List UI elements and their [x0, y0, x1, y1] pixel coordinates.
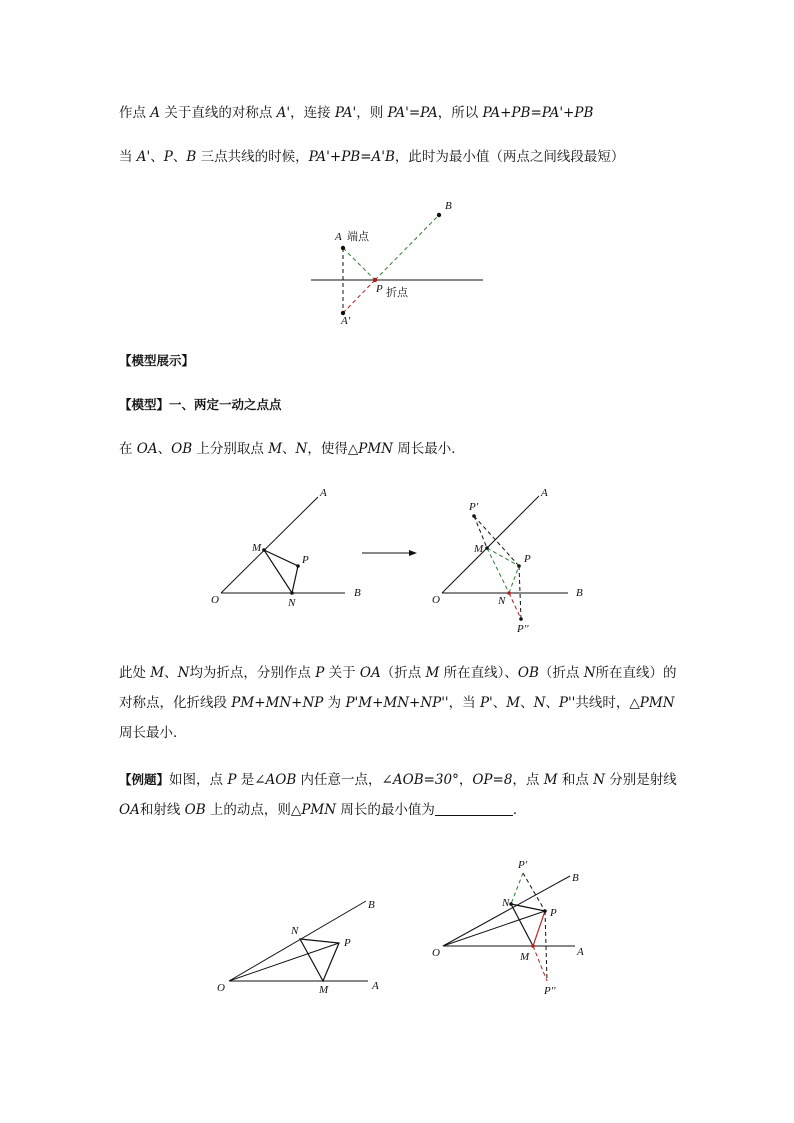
text: （折点: [538, 665, 584, 681]
var: PMN: [301, 802, 337, 818]
text: 所在直线）、: [439, 665, 518, 681]
text: 周长最小．: [392, 441, 465, 457]
figure-model-right: [432, 487, 583, 635]
figure-reflection: [311, 200, 483, 327]
text: 共线时，△: [575, 695, 640, 711]
text: 和点: [557, 772, 594, 788]
fig3r-dash-mp2: [533, 946, 547, 981]
equation: OP=8: [472, 772, 513, 788]
text: ．: [512, 802, 527, 818]
text: 周长的最小值为: [336, 802, 435, 818]
fig3l-label-a: A: [372, 980, 379, 992]
fig3l-label-m: M: [319, 984, 329, 996]
var: A': [136, 149, 151, 165]
fig1-label-a-prime: A': [341, 315, 351, 327]
fig2l-label-n: N: [288, 597, 296, 609]
heading-model-one: 【模型】一、两定一动之点点: [119, 397, 282, 412]
var: OB: [184, 802, 206, 818]
text: 、: [492, 695, 507, 711]
equation: P'M+MN+NP'': [345, 695, 449, 711]
var: PA': [334, 105, 357, 121]
fig3l-label-n: N: [291, 925, 299, 937]
fig2l-ray-oa: [221, 497, 318, 593]
equation: PA'=PA: [387, 105, 438, 121]
var: OB: [517, 665, 539, 681]
example-tag: 【例题】: [119, 772, 170, 787]
fig3r-label-m: M: [520, 951, 530, 963]
fig3r-label-p1: P': [518, 859, 528, 871]
equation: PA'+PB=A'B: [308, 149, 395, 165]
figure-model-left: [211, 487, 361, 609]
text: 上分别取点: [192, 441, 269, 457]
text: 分别是射线: [604, 772, 677, 788]
fig2l-point-n: [290, 591, 294, 595]
text: 三点共线的时候，: [196, 149, 309, 165]
fig1-label-fold: 折点: [386, 286, 408, 299]
text: ，: [458, 772, 473, 788]
var: OA: [136, 441, 158, 457]
text: ，当: [448, 695, 480, 711]
fig2r-label-o: O: [432, 594, 440, 606]
var: N: [177, 665, 190, 681]
text: 、: [520, 695, 534, 711]
text: 为: [323, 695, 346, 711]
text: 上的动点，则△: [205, 802, 302, 818]
var: P: [163, 149, 173, 165]
fig2r-point-m: [485, 546, 489, 550]
fig2r-dash-np2: [509, 593, 521, 619]
fig1-point-b: [437, 213, 441, 217]
fig1-label-endpoint: 端点: [347, 230, 369, 243]
text: 关于: [324, 665, 360, 681]
fig2l-label-m: M: [252, 542, 262, 554]
fig3r-label-b: B: [572, 872, 579, 884]
equation: PA+PB=PA'+PB: [482, 105, 594, 121]
fig2r-point-p1: [472, 514, 476, 518]
equation: PM+MN+NP: [231, 695, 324, 711]
fig2l-triangle-pmn: [264, 550, 298, 593]
fig2r-label-p1: P': [469, 501, 479, 513]
fig2r-label-n: N: [498, 595, 506, 607]
fig3r-point-m: [531, 944, 535, 948]
var: OA: [119, 802, 140, 818]
text: （折点: [380, 665, 426, 681]
text: 和射线: [139, 802, 185, 818]
figure-example-right: [432, 859, 584, 997]
text: 、: [545, 695, 559, 711]
var: B: [186, 149, 197, 165]
text: 均为折点，分别作点: [189, 665, 316, 681]
var: N: [583, 665, 596, 681]
text: 、: [150, 149, 164, 165]
text: 在: [119, 441, 137, 457]
fig2l-point-p: [296, 564, 300, 568]
fig3l-label-p: P: [344, 937, 351, 949]
fig3r-label-o: O: [432, 947, 440, 959]
fig3r-segment-np: [511, 904, 545, 911]
var: P: [315, 665, 325, 681]
text: ，所以: [437, 105, 483, 121]
text: ，则: [356, 105, 388, 121]
var: N: [593, 772, 605, 788]
text: ，点: [512, 772, 544, 788]
var: A: [150, 105, 161, 121]
fig2l-label-a: A: [320, 487, 327, 499]
text: ，使得△: [307, 441, 359, 457]
text: 关于直线的对称点: [160, 105, 277, 121]
var: PMN: [639, 695, 675, 711]
fig2r-label-p: P: [524, 553, 531, 565]
var: AOB: [265, 772, 297, 788]
fig1-segment-ap: [343, 248, 375, 280]
fig3r-label-a: A: [577, 946, 584, 958]
text: 所在直线）的对称点，化折线段: [119, 665, 677, 711]
text: 周长最小．: [119, 725, 187, 741]
equation: AOB=30°: [392, 772, 459, 788]
var: M: [150, 665, 165, 681]
text: 、: [172, 149, 187, 165]
fig2l-label-o: O: [211, 594, 219, 606]
heading-model-display: 【模型展示】: [119, 353, 195, 368]
figure-example-left: [217, 899, 379, 996]
fig2l-point-m: [262, 548, 266, 552]
fig1-label-p: P: [376, 283, 383, 295]
fig2r-dash-pp1: [474, 516, 519, 566]
fig2r-point-p2: [519, 617, 523, 621]
text: 是∠: [236, 772, 266, 788]
fig2r-point-p: [517, 564, 521, 568]
fig2l-label-b: B: [354, 587, 361, 599]
var: P'': [558, 695, 576, 711]
text: 内任意一点，∠: [296, 772, 393, 788]
text: 此处: [119, 665, 151, 681]
fig3r-point-n: [509, 902, 513, 906]
fig2r-label-m: M: [474, 543, 484, 555]
fig1-label-a: A: [335, 231, 342, 243]
fig1-point-p: [373, 278, 377, 282]
fig3l-label-o: O: [217, 982, 225, 994]
fig2r-dash-np: [509, 566, 519, 593]
var: PMN: [358, 441, 393, 457]
fig2r-dash-mn: [487, 548, 509, 593]
fig1-segment-pb: [375, 215, 439, 280]
text: ，此时为最小值（两点之间线段最短）: [394, 149, 625, 165]
fig3r-label-p: P: [550, 907, 557, 919]
fig3r-point-p: [543, 909, 547, 913]
text: 、: [282, 441, 296, 457]
fig2r-label-b: B: [576, 587, 583, 599]
fig1-point-a: [341, 246, 345, 250]
fig3r-segment-nm: [511, 904, 533, 946]
fig2r-label-p2: P'': [517, 623, 529, 635]
var: N: [295, 441, 308, 457]
fig3r-dash-p1n: [511, 873, 523, 904]
arrow-icon: [362, 550, 417, 556]
fig2r-point-n: [507, 591, 511, 595]
fig1-segment-pa-prime: [343, 280, 375, 313]
fig3l-label-b: B: [368, 899, 375, 911]
fig3r-label-n: N: [502, 897, 510, 909]
fig2l-label-p: P: [302, 554, 309, 566]
text: 如图，点: [169, 772, 228, 788]
var: OB: [171, 441, 193, 457]
text: 当: [119, 149, 137, 165]
var: N: [533, 695, 546, 711]
text: ，连接: [290, 105, 335, 121]
var: M: [425, 665, 440, 681]
text: 、: [164, 665, 178, 681]
var: OA: [359, 665, 381, 681]
text: 、: [157, 441, 172, 457]
fig2r-label-a: A: [541, 487, 548, 499]
fig3r-segment-pm: [533, 911, 545, 946]
var: P: [227, 772, 237, 788]
fig1-label-b: B: [445, 200, 452, 212]
var: M: [543, 772, 558, 788]
fig3r-label-p2: P'': [544, 985, 556, 997]
text: 作点: [119, 105, 151, 121]
var: M: [506, 695, 521, 711]
fig2r-ray-oa: [442, 496, 539, 593]
var: A': [276, 105, 291, 121]
var: P': [479, 695, 493, 711]
var: M: [268, 441, 283, 457]
